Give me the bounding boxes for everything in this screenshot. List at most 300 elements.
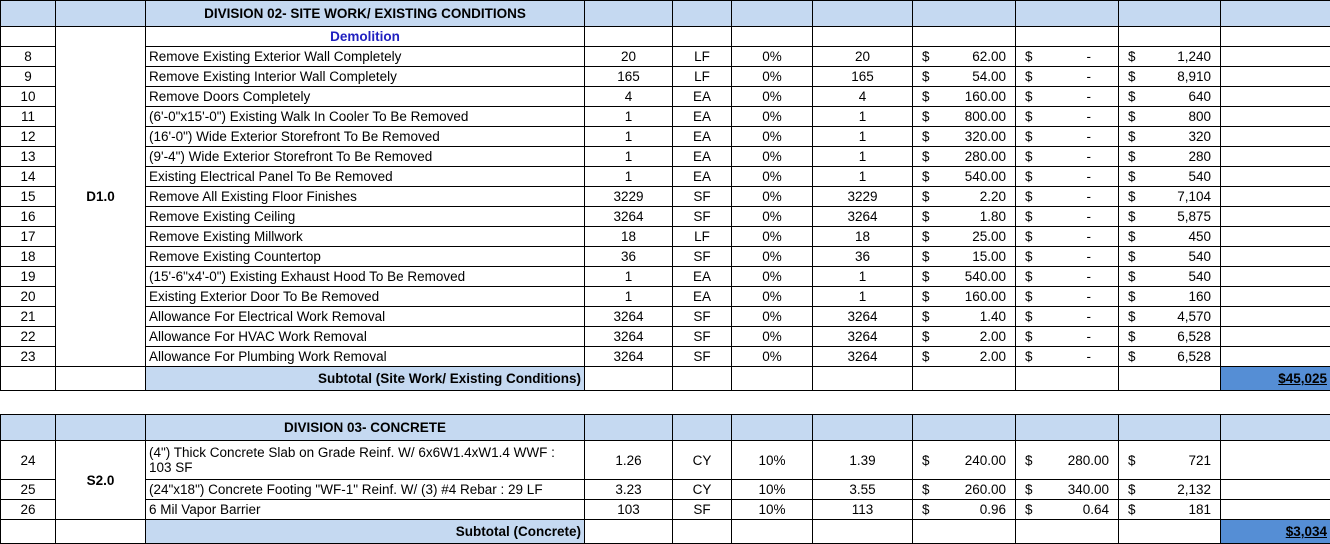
item-description[interactable]: Remove Existing Ceiling — [146, 207, 585, 227]
labor-cost[interactable] — [1016, 347, 1119, 367]
header-cell[interactable] — [732, 415, 813, 441]
cell[interactable] — [673, 520, 732, 544]
currency-symbol: $ — [1025, 69, 1033, 84]
item-description[interactable]: Existing Electrical Panel To Be Removed — [146, 167, 585, 187]
currency-symbol: $ — [922, 349, 930, 364]
labor-cost[interactable] — [1016, 67, 1119, 87]
item-description[interactable]: Remove Existing Interior Wall Completely — [146, 67, 585, 87]
quantity-with-waste[interactable]: 165 — [813, 67, 913, 87]
currency-symbol: $ — [1025, 49, 1033, 64]
material-cost[interactable] — [913, 187, 1016, 207]
row-number[interactable] — [1, 27, 56, 47]
line-total[interactable] — [1119, 147, 1221, 167]
quantity-with-waste[interactable]: 3229 — [813, 187, 913, 207]
unit[interactable]: EA — [673, 147, 732, 167]
currency-symbol: $ — [1128, 89, 1136, 104]
cell[interactable] — [1221, 227, 1330, 247]
amount: 800 — [1188, 109, 1211, 124]
waste-percent[interactable]: 0% — [732, 347, 813, 367]
quantity-with-waste[interactable]: 1 — [813, 127, 913, 147]
currency-symbol: $ — [922, 169, 930, 184]
cell[interactable] — [585, 27, 673, 47]
currency-symbol: $ — [1128, 309, 1136, 324]
row-number[interactable]: 13 — [1, 147, 56, 167]
quantity[interactable]: 36 — [585, 247, 673, 267]
item-description[interactable]: Allowance For Electrical Work Removal — [146, 307, 585, 327]
cell[interactable] — [1221, 480, 1330, 500]
unit[interactable]: EA — [673, 287, 732, 307]
header-cell[interactable] — [1, 1, 56, 27]
currency-symbol: $ — [1128, 269, 1136, 284]
labor-cost[interactable] — [1016, 167, 1119, 187]
row-number[interactable]: 18 — [1, 247, 56, 267]
header-cell[interactable] — [1, 415, 56, 441]
item-description[interactable]: Remove All Existing Floor Finishes — [146, 187, 585, 207]
labor-cost[interactable] — [1016, 327, 1119, 347]
currency-symbol: $ — [1128, 209, 1136, 224]
waste-percent[interactable]: 0% — [732, 47, 813, 67]
quantity-with-waste[interactable]: 1 — [813, 167, 913, 187]
quantity[interactable]: 20 — [585, 47, 673, 67]
unit[interactable]: SF — [673, 307, 732, 327]
header-cell[interactable] — [813, 1, 913, 27]
material-cost[interactable] — [913, 267, 1016, 287]
quantity-with-waste[interactable]: 18 — [813, 227, 913, 247]
item-description[interactable]: Remove Doors Completely — [146, 87, 585, 107]
table-row — [1, 87, 1330, 107]
row-number[interactable]: 9 — [1, 67, 56, 87]
material-cost[interactable] — [913, 307, 1016, 327]
cell[interactable] — [1016, 367, 1119, 391]
row-number[interactable]: 16 — [1, 207, 56, 227]
line-total[interactable] — [1119, 227, 1221, 247]
unit[interactable]: SF — [673, 500, 732, 520]
header-cell[interactable] — [1119, 1, 1221, 27]
unit[interactable]: SF — [673, 327, 732, 347]
currency-symbol: $ — [1025, 309, 1033, 324]
currency-symbol: $ — [1128, 482, 1136, 497]
header-cell[interactable] — [585, 1, 673, 27]
amount: - — [1087, 89, 1092, 104]
waste-percent[interactable]: 10% — [732, 480, 813, 500]
item-description[interactable]: (4") Thick Concrete Slab on Grade Reinf. W/ 6x6W1.4xW1.4 WWF : 103 SF — [146, 441, 585, 480]
labor-cost[interactable] — [1016, 500, 1119, 520]
header-cell[interactable] — [1119, 415, 1221, 441]
labor-cost[interactable] — [1016, 207, 1119, 227]
material-cost[interactable] — [913, 247, 1016, 267]
currency-symbol: $ — [1128, 229, 1136, 244]
header-cell[interactable] — [913, 415, 1016, 441]
line-total[interactable] — [1119, 67, 1221, 87]
cell[interactable] — [1221, 307, 1330, 327]
material-cost[interactable] — [913, 441, 1016, 480]
quantity-with-waste[interactable]: 1 — [813, 267, 913, 287]
labor-cost[interactable] — [1016, 47, 1119, 67]
material-cost[interactable] — [913, 67, 1016, 87]
currency-symbol: $ — [1025, 229, 1033, 244]
cell[interactable] — [1221, 207, 1330, 227]
row-number[interactable]: 11 — [1, 107, 56, 127]
unit[interactable]: LF — [673, 47, 732, 67]
cell[interactable] — [1221, 87, 1330, 107]
cell[interactable] — [1221, 187, 1330, 207]
row-number[interactable]: 26 — [1, 500, 56, 520]
unit[interactable]: EA — [673, 167, 732, 187]
cell[interactable] — [1221, 500, 1330, 520]
quantity[interactable]: 165 — [585, 67, 673, 87]
waste-percent[interactable]: 0% — [732, 247, 813, 267]
line-total[interactable] — [1119, 480, 1221, 500]
row-number[interactable]: 23 — [1, 347, 56, 367]
table-row — [1, 47, 1330, 67]
labor-cost[interactable] — [1016, 87, 1119, 107]
amount: 7,104 — [1177, 189, 1211, 204]
material-cost[interactable] — [913, 480, 1016, 500]
currency-symbol: $ — [1128, 249, 1136, 264]
quantity[interactable]: 3264 — [585, 307, 673, 327]
unit[interactable]: EA — [673, 267, 732, 287]
row-number[interactable]: 24 — [1, 441, 56, 480]
currency-symbol: $ — [1128, 349, 1136, 364]
unit[interactable]: SF — [673, 187, 732, 207]
cell[interactable] — [732, 520, 813, 544]
material-cost[interactable] — [913, 47, 1016, 67]
labor-cost[interactable] — [1016, 267, 1119, 287]
material-cost[interactable] — [913, 500, 1016, 520]
currency-symbol: $ — [1128, 502, 1136, 517]
blank-cell[interactable] — [1, 391, 1330, 415]
labor-cost[interactable] — [1016, 441, 1119, 480]
cell[interactable] — [1221, 327, 1330, 347]
item-description[interactable]: (24"x18") Concrete Footing "WF-1" Reinf. W/ (3) #4 Rebar : 29 LF — [146, 480, 585, 500]
cell[interactable] — [1, 367, 56, 391]
item-description[interactable]: Remove Existing Millwork — [146, 227, 585, 247]
unit[interactable]: LF — [673, 227, 732, 247]
waste-percent[interactable]: 10% — [732, 441, 813, 480]
row-number[interactable]: 20 — [1, 287, 56, 307]
header-cell[interactable] — [813, 415, 913, 441]
unit[interactable]: LF — [673, 67, 732, 87]
line-total[interactable] — [1119, 167, 1221, 187]
quantity-with-waste[interactable]: 1.39 — [813, 441, 913, 480]
row-number[interactable]: 8 — [1, 47, 56, 67]
labor-cost[interactable] — [1016, 187, 1119, 207]
waste-percent[interactable]: 0% — [732, 227, 813, 247]
amount: 540 — [1188, 169, 1211, 184]
currency-symbol: $ — [922, 289, 930, 304]
unit[interactable]: CY — [673, 480, 732, 500]
cell[interactable] — [1, 520, 56, 544]
line-total[interactable] — [1119, 287, 1221, 307]
unit[interactable]: EA — [673, 127, 732, 147]
currency-symbol: $ — [922, 309, 930, 324]
cell[interactable] — [813, 520, 913, 544]
quantity[interactable]: 3.23 — [585, 480, 673, 500]
cell[interactable] — [1221, 127, 1330, 147]
header-cell[interactable] — [585, 415, 673, 441]
cell[interactable] — [1221, 247, 1330, 267]
amount: 320 — [1188, 129, 1211, 144]
cell[interactable] — [1221, 107, 1330, 127]
unit[interactable]: EA — [673, 107, 732, 127]
cell[interactable] — [585, 367, 673, 391]
table-row — [1, 247, 1330, 267]
line-total[interactable] — [1119, 127, 1221, 147]
waste-percent[interactable]: 0% — [732, 107, 813, 127]
quantity-with-waste[interactable]: 3264 — [813, 327, 913, 347]
quantity-with-waste[interactable]: 1 — [813, 147, 913, 167]
quantity[interactable]: 1 — [585, 147, 673, 167]
division-title[interactable]: DIVISION 02- SITE WORK/ EXISTING CONDITIONS — [146, 1, 585, 27]
material-cost[interactable] — [913, 327, 1016, 347]
cell[interactable] — [1119, 520, 1221, 544]
waste-percent[interactable]: 0% — [732, 287, 813, 307]
quantity-with-waste[interactable]: 3264 — [813, 207, 913, 227]
line-total[interactable] — [1119, 107, 1221, 127]
labor-cost[interactable] — [1016, 107, 1119, 127]
item-description[interactable]: Allowance For HVAC Work Removal — [146, 327, 585, 347]
cell[interactable] — [732, 27, 813, 47]
labor-cost[interactable] — [1016, 307, 1119, 327]
cell[interactable] — [56, 520, 146, 544]
waste-percent[interactable]: 0% — [732, 127, 813, 147]
unit[interactable]: SF — [673, 347, 732, 367]
cell[interactable] — [1221, 47, 1330, 67]
amount: 540.00 — [965, 169, 1006, 184]
waste-percent[interactable]: 0% — [732, 307, 813, 327]
subtotal-label[interactable]: Subtotal (Concrete) — [146, 520, 585, 544]
header-cell[interactable] — [1016, 1, 1119, 27]
row-number[interactable]: 25 — [1, 480, 56, 500]
line-total[interactable] — [1119, 441, 1221, 480]
item-description[interactable]: Allowance For Plumbing Work Removal — [146, 347, 585, 367]
row-number[interactable]: 21 — [1, 307, 56, 327]
quantity[interactable]: 3264 — [585, 347, 673, 367]
cell[interactable] — [1016, 27, 1119, 47]
cell[interactable] — [1016, 520, 1119, 544]
cell[interactable] — [1221, 67, 1330, 87]
section-row — [1, 27, 1330, 47]
quantity-with-waste[interactable]: 1 — [813, 287, 913, 307]
currency-symbol: $ — [1025, 249, 1033, 264]
quantity-with-waste[interactable]: 3264 — [813, 307, 913, 327]
quantity-with-waste[interactable]: 36 — [813, 247, 913, 267]
unit[interactable]: SF — [673, 207, 732, 227]
labor-cost[interactable] — [1016, 127, 1119, 147]
line-total[interactable] — [1119, 207, 1221, 227]
cell[interactable] — [913, 27, 1016, 47]
cell[interactable] — [1221, 267, 1330, 287]
waste-percent[interactable]: 0% — [732, 327, 813, 347]
row-number[interactable]: 17 — [1, 227, 56, 247]
currency-symbol: $ — [1128, 453, 1136, 468]
item-description[interactable]: (16'-0") Wide Exterior Storefront To Be Removed — [146, 127, 585, 147]
material-cost[interactable] — [913, 287, 1016, 307]
item-description[interactable]: 6 Mil Vapor Barrier — [146, 500, 585, 520]
amount: - — [1087, 309, 1092, 324]
waste-percent[interactable]: 10% — [732, 500, 813, 520]
cell[interactable] — [813, 367, 913, 391]
quantity[interactable]: 1 — [585, 167, 673, 187]
header-cell[interactable] — [1221, 415, 1330, 441]
labor-cost[interactable] — [1016, 147, 1119, 167]
quantity-with-waste[interactable]: 3.55 — [813, 480, 913, 500]
header-cell[interactable] — [673, 1, 732, 27]
header-cell[interactable] — [673, 415, 732, 441]
item-description[interactable]: Remove Existing Exterior Wall Completely — [146, 47, 585, 67]
line-total[interactable] — [1119, 307, 1221, 327]
row-number[interactable]: 10 — [1, 87, 56, 107]
currency-symbol: $ — [1025, 269, 1033, 284]
row-number[interactable]: 14 — [1, 167, 56, 187]
material-cost[interactable] — [913, 107, 1016, 127]
quantity[interactable]: 3264 — [585, 207, 673, 227]
header-cell[interactable] — [913, 1, 1016, 27]
header-cell[interactable] — [56, 415, 146, 441]
quantity-with-waste[interactable]: 1 — [813, 107, 913, 127]
material-cost[interactable] — [913, 207, 1016, 227]
amount: 540 — [1188, 269, 1211, 284]
amount: 4,570 — [1177, 309, 1211, 324]
line-total[interactable] — [1119, 500, 1221, 520]
item-description[interactable]: Existing Exterior Door To Be Removed — [146, 287, 585, 307]
cell[interactable] — [913, 520, 1016, 544]
subtotal-value[interactable]: $45,025 — [1221, 367, 1330, 391]
sheet-reference[interactable]: D1.0 — [56, 27, 146, 367]
currency-symbol: $ — [1128, 289, 1136, 304]
labor-cost[interactable] — [1016, 480, 1119, 500]
material-cost[interactable] — [913, 147, 1016, 167]
line-total[interactable] — [1119, 327, 1221, 347]
material-cost[interactable] — [913, 227, 1016, 247]
unit[interactable]: SF — [673, 247, 732, 267]
material-cost[interactable] — [913, 127, 1016, 147]
section-title[interactable]: Demolition — [146, 27, 585, 47]
waste-percent[interactable]: 0% — [732, 87, 813, 107]
labor-cost[interactable] — [1016, 247, 1119, 267]
amount: 160.00 — [965, 89, 1006, 104]
quantity[interactable]: 3229 — [585, 187, 673, 207]
row-number[interactable]: 22 — [1, 327, 56, 347]
waste-percent[interactable]: 0% — [732, 207, 813, 227]
cell[interactable] — [913, 367, 1016, 391]
header-cell[interactable] — [732, 1, 813, 27]
cell[interactable] — [1221, 147, 1330, 167]
cell[interactable] — [732, 367, 813, 391]
currency-symbol: $ — [1025, 89, 1033, 104]
amount: 54.00 — [972, 69, 1006, 84]
row-number[interactable]: 19 — [1, 267, 56, 287]
line-total[interactable] — [1119, 187, 1221, 207]
line-total[interactable] — [1119, 267, 1221, 287]
cell[interactable] — [813, 27, 913, 47]
waste-percent[interactable]: 0% — [732, 167, 813, 187]
cell[interactable] — [585, 520, 673, 544]
unit[interactable]: EA — [673, 87, 732, 107]
currency-symbol: $ — [1025, 209, 1033, 224]
quantity[interactable]: 1.26 — [585, 441, 673, 480]
currency-symbol: $ — [922, 269, 930, 284]
amount: - — [1087, 209, 1092, 224]
quantity[interactable]: 1 — [585, 107, 673, 127]
quantity-with-waste[interactable]: 4 — [813, 87, 913, 107]
quantity[interactable]: 1 — [585, 287, 673, 307]
item-description[interactable]: (6'-0"x15'-0") Existing Walk In Cooler To Be Removed — [146, 107, 585, 127]
quantity[interactable]: 1 — [585, 267, 673, 287]
item-description[interactable]: (9'-4") Wide Exterior Storefront To Be Removed — [146, 147, 585, 167]
line-total[interactable] — [1119, 247, 1221, 267]
waste-percent[interactable]: 0% — [732, 187, 813, 207]
quantity-with-waste[interactable]: 20 — [813, 47, 913, 67]
amount: - — [1087, 69, 1092, 84]
quantity[interactable]: 103 — [585, 500, 673, 520]
material-cost[interactable] — [913, 347, 1016, 367]
cell[interactable] — [1221, 441, 1330, 480]
item-description[interactable]: (15'-6"x4'-0") Existing Exhaust Hood To Be Removed — [146, 267, 585, 287]
row-number[interactable]: 12 — [1, 127, 56, 147]
row-number[interactable]: 15 — [1, 187, 56, 207]
currency-symbol: $ — [922, 69, 930, 84]
amount: - — [1087, 129, 1092, 144]
unit[interactable]: CY — [673, 441, 732, 480]
table-row — [1, 227, 1330, 247]
line-total[interactable] — [1119, 347, 1221, 367]
currency-symbol: $ — [1128, 129, 1136, 144]
cell[interactable] — [56, 367, 146, 391]
material-cost[interactable] — [913, 87, 1016, 107]
waste-percent[interactable]: 0% — [732, 267, 813, 287]
waste-percent[interactable]: 0% — [732, 147, 813, 167]
table-row — [1, 307, 1330, 327]
subtotal-label[interactable]: Subtotal (Site Work/ Existing Conditions) — [146, 367, 585, 391]
quantity-with-waste[interactable]: 3264 — [813, 347, 913, 367]
cell[interactable] — [673, 27, 732, 47]
line-total[interactable] — [1119, 47, 1221, 67]
cell[interactable] — [1119, 27, 1221, 47]
amount: 25.00 — [972, 229, 1006, 244]
labor-cost[interactable] — [1016, 287, 1119, 307]
labor-cost[interactable] — [1016, 227, 1119, 247]
header-cell[interactable] — [1221, 1, 1330, 27]
currency-symbol: $ — [922, 129, 930, 144]
table-row — [1, 147, 1330, 167]
header-cell[interactable] — [56, 1, 146, 27]
cell[interactable] — [1119, 367, 1221, 391]
cell[interactable] — [1221, 167, 1330, 187]
sheet-reference[interactable]: S2.0 — [56, 441, 146, 520]
quantity[interactable]: 4 — [585, 87, 673, 107]
cell[interactable] — [673, 367, 732, 391]
material-cost[interactable] — [913, 167, 1016, 187]
cell[interactable] — [1221, 347, 1330, 367]
quantity[interactable]: 3264 — [585, 327, 673, 347]
currency-symbol: $ — [1025, 189, 1033, 204]
item-description[interactable]: Remove Existing Countertop — [146, 247, 585, 267]
division-title[interactable]: DIVISION 03- CONCRETE — [146, 415, 585, 441]
table-row — [1, 480, 1330, 500]
quantity-with-waste[interactable]: 113 — [813, 500, 913, 520]
header-cell[interactable] — [1016, 415, 1119, 441]
table-row — [1, 107, 1330, 127]
waste-percent[interactable]: 0% — [732, 67, 813, 87]
amount: - — [1087, 189, 1092, 204]
cell[interactable] — [1221, 287, 1330, 307]
subtotal-value[interactable]: $3,034 — [1221, 520, 1330, 544]
quantity[interactable]: 1 — [585, 127, 673, 147]
quantity[interactable]: 18 — [585, 227, 673, 247]
cell[interactable] — [1221, 27, 1330, 47]
line-total[interactable] — [1119, 87, 1221, 107]
